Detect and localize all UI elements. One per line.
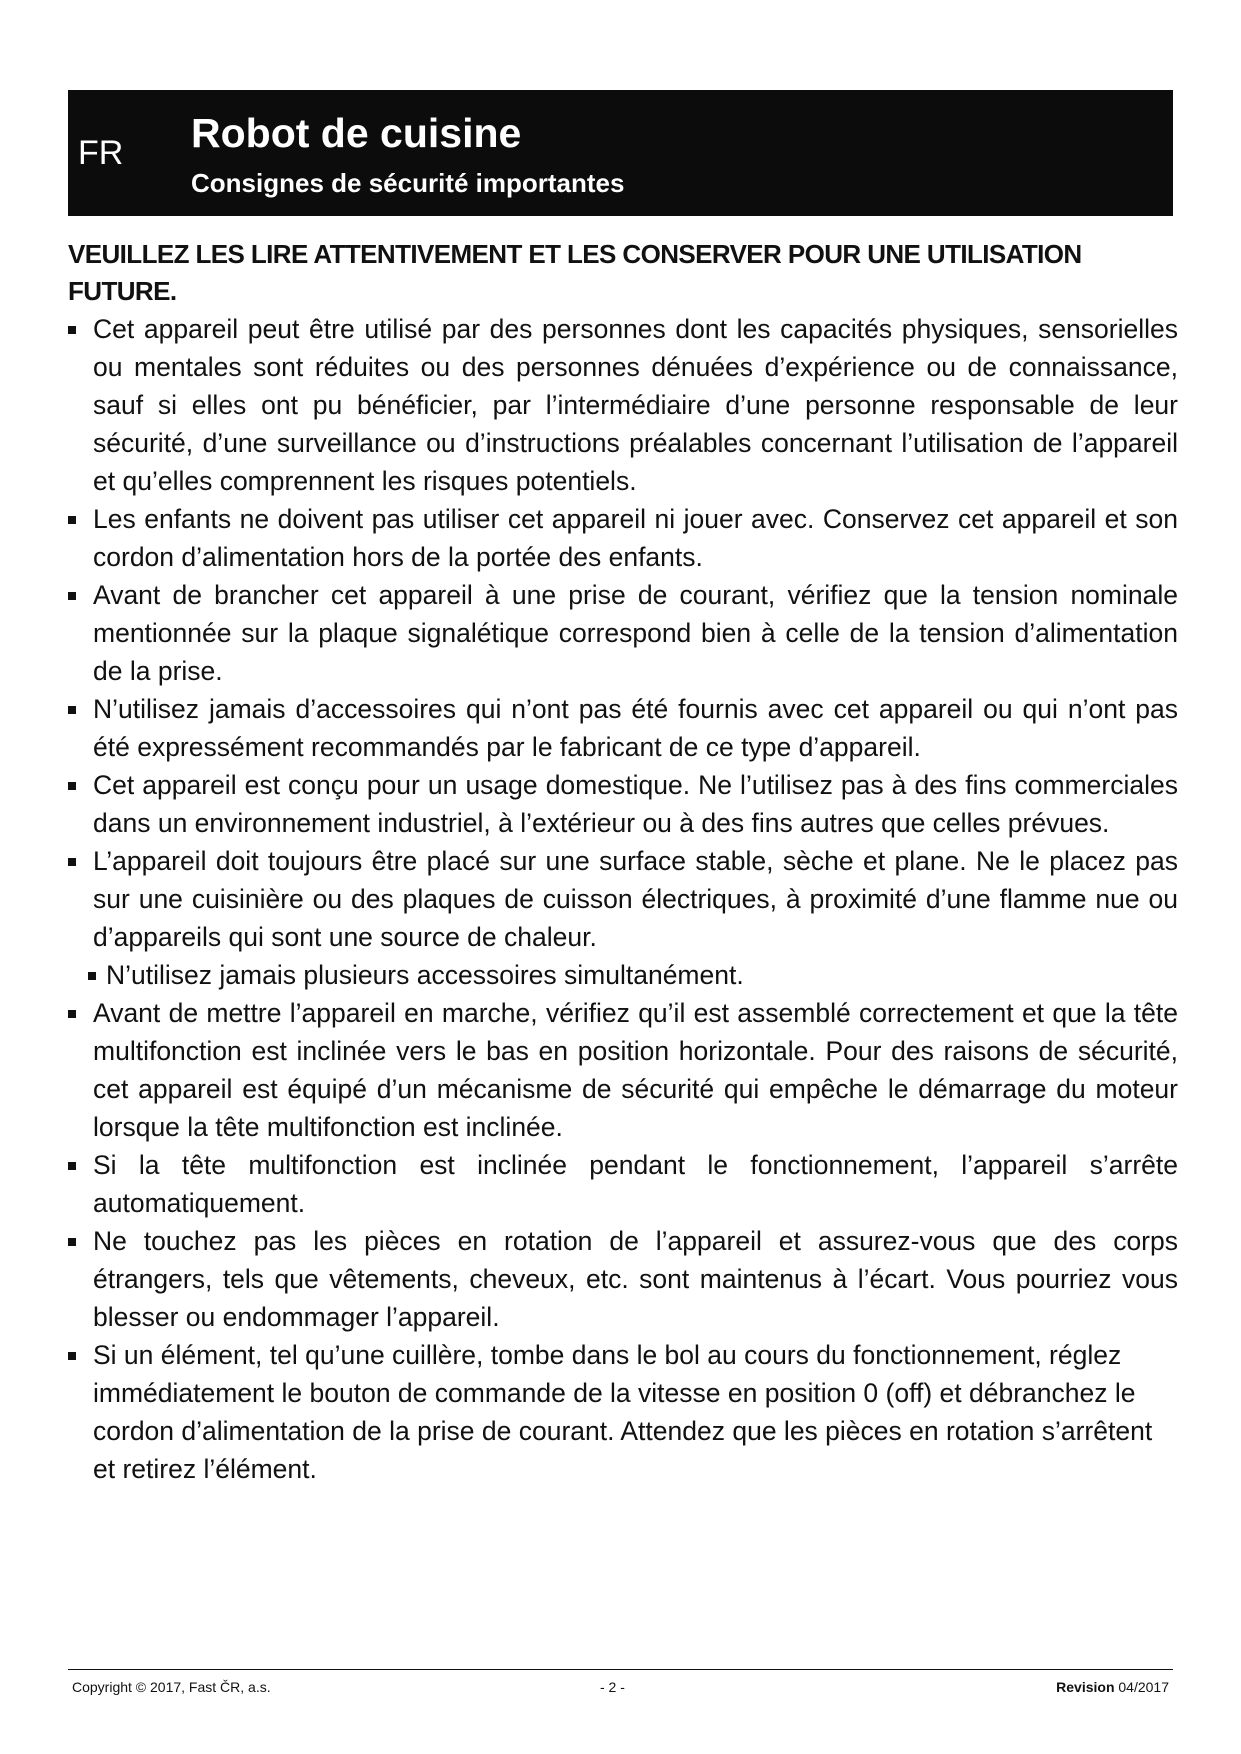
intro-warning: VEUILLEZ LES LIRE ATTENTIVEMENT ET LES CONSERVER POUR UNE UTILISATION FUTURE. (68, 239, 1082, 306)
footer-revision (1056, 1679, 1169, 1695)
bullet-icon (68, 1352, 76, 1360)
list-item (68, 576, 1178, 690)
bullet-icon (68, 782, 76, 790)
list-item (68, 766, 1178, 842)
footer-page-number: - 2 - (600, 1679, 625, 1695)
list-item-text: Avant de mettre l’appareil en marche, vérifiez qu’il est assemblé correctement et que la tête multifonction est inclinée vers le bas en position horizontale. Pour des raisons de sécurité, cet appareil est équipé d’un mécanisme de sécurité qui empêche le démarrage du moteur lorsque la tête multifonction est inclinée. (93, 998, 1178, 1142)
list-item (68, 1336, 1178, 1488)
bullet-icon (68, 1162, 76, 1170)
list-item (68, 1146, 1178, 1222)
bullet-icon (68, 326, 76, 334)
safety-list (68, 310, 1178, 1488)
list-item (68, 956, 1178, 994)
list-item-text: Ne touchez pas les pièces en rotation de l’appareil et assurez-vous que des corps étrangers, tels que vêtements, cheveux, etc. sont maintenus à l’écart. Vous pourriez vous blesser ou endommager l’appareil. (93, 1226, 1178, 1332)
bullet-icon (68, 1238, 76, 1246)
list-item (68, 690, 1178, 766)
bullet-icon (68, 858, 76, 866)
bullet-icon (68, 592, 76, 600)
document-body (68, 236, 1178, 1488)
bullet-icon (68, 706, 76, 714)
page-subtitle: Consignes de sécurité importantes (191, 168, 625, 198)
list-item-text: N’utilisez jamais d’accessoires qui n’ont pas été fournis avec cet appareil ou qui n’ont pas été expressément recommandés par le fabricant de ce type d’appareil. (93, 694, 1178, 762)
list-item-text: Cet appareil est conçu pour un usage domestique. Ne l’utilisez pas à des fins commerciales dans un environnement industriel, à l’extérieur ou à des fins autres que celles prévues. (93, 770, 1178, 838)
list-item-text: Les enfants ne doivent pas utiliser cet appareil ni jouer avec. Conservez cet appareil et son cordon d’alimentation hors de la portée des enfants. (93, 504, 1178, 572)
list-item-text: N’utilisez jamais plusieurs accessoires simultanément. (106, 960, 744, 990)
bullet-icon (68, 516, 76, 524)
list-item-text: Cet appareil peut être utilisé par des personnes dont les capacités physiques, sensorielles ou mentales sont réduites ou des personnes dénuées d’expérience ou de connaissance, sauf si elles ont pu bénéficier, par l’intermédiaire d’une personne responsable de leur sécurité, d’une surveillance ou d’instructions préalables concernant l’utilisation de l’appareil et qu’elles comprennent les risques potentiels. (93, 314, 1178, 496)
bullet-icon (88, 972, 96, 980)
header-bar (68, 90, 1173, 216)
list-item (68, 994, 1178, 1146)
list-item-text: Avant de brancher cet appareil à une prise de courant, vérifiez que la tension nominale mentionnée sur la plaque signalétique correspond bien à celle de la tension d’alimentation de la prise. (93, 580, 1178, 686)
list-item-text: L’appareil doit toujours être placé sur une surface stable, sèche et plane. Ne le placez pas sur une cuisinière ou des plaques de cuisson électriques, à proximité d’une flamme nue ou d’appareils qui sont une source de chaleur. (93, 846, 1178, 952)
list-item (68, 310, 1178, 500)
list-item (68, 1222, 1178, 1336)
page-title: Robot de cuisine (191, 110, 522, 156)
list-item (68, 500, 1178, 576)
footer-divider (68, 1669, 1173, 1670)
language-code: FR (78, 134, 124, 172)
list-item-text: Si un élément, tel qu’une cuillère, tombe dans le bol au cours du fonctionnement, réglez immédiatement le bouton de commande de la vitesse en position 0 (off) et débranchez le cordon d’alimentation de la prise de courant. Attendez que les pièces en rotation s’arrêtent et retirez l’élément. (93, 1340, 1153, 1484)
revision-date: 04/2017 (1118, 1679, 1169, 1695)
revision-label: Revision (1056, 1679, 1115, 1695)
bullet-icon (68, 1010, 76, 1018)
list-item (68, 842, 1178, 956)
list-item-text: Si la tête multifonction est inclinée pendant le fonctionnement, l’appareil s’arrête automatiquement. (93, 1150, 1178, 1218)
footer-copyright: Copyright © 2017, Fast ČR, a.s. (72, 1679, 271, 1695)
